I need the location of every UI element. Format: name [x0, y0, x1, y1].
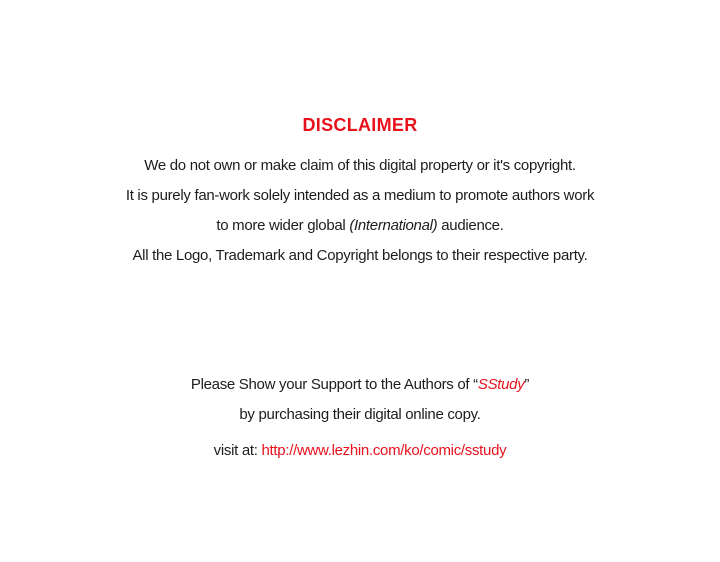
disclaimer-line-3-pre: to more wider global	[216, 217, 350, 234]
support-line-1	[0, 370, 720, 400]
disclaimer-line-4: All the Logo, Trademark and Copyright belongs to their respective party.	[132, 247, 588, 264]
visit-label: visit at:	[213, 442, 262, 459]
visit-line	[0, 436, 720, 466]
disclaimer-line-3-post: audience.	[437, 217, 504, 234]
disclaimer-line-1: We do not own or make claim of this digital property or it's copyright.	[144, 157, 576, 174]
support-line-1-suffix: ”	[524, 376, 530, 393]
support-block	[0, 370, 720, 466]
disclaimer-body	[0, 151, 720, 271]
disclaimer-line-2: It is purely fan-work solely intended as a medium to promote authors work	[125, 187, 595, 204]
disclaimer-title: DISCLAIMER	[302, 115, 418, 135]
support-line-2: by purchasing their digital online copy.	[239, 406, 481, 423]
lezhin-comic-link[interactable]: http://www.lezhin.com/ko/comic/sstudy	[261, 442, 507, 459]
support-line-1-prefix: Please Show your Support to the Authors of “	[190, 376, 478, 393]
international-emphasis: (International)	[349, 217, 438, 234]
comic-title: SStudy	[477, 376, 525, 393]
disclaimer-line-3	[0, 211, 720, 241]
